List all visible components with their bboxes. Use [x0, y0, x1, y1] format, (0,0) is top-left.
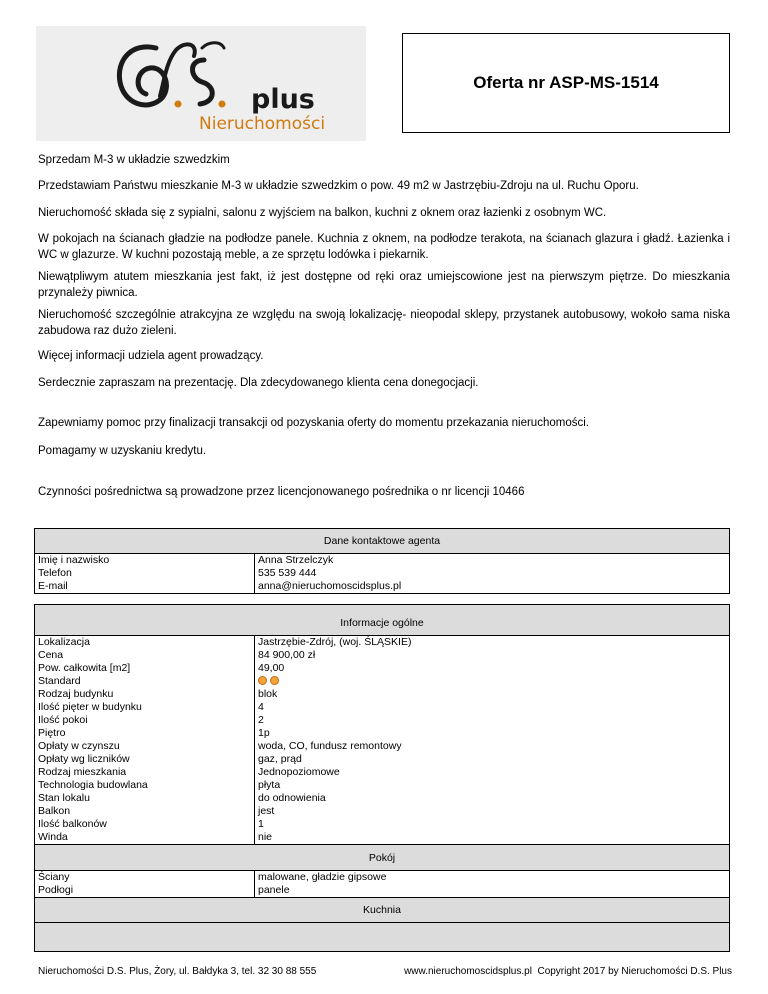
logo-plus-text: plus: [251, 84, 315, 115]
footer-address: Nieruchomości D.S. Plus, Żory, ul. Bałdyka 3, tel. 32 30 88 555: [38, 966, 317, 977]
table-row: [35, 688, 729, 701]
row-label: Pow. całkowita [m2]: [35, 662, 255, 675]
row-value: blok: [255, 688, 729, 701]
agent-contact-table: [34, 528, 730, 594]
paragraph: Przedstawiam Państwu mieszkanie M-3 w układzie szwedzkim o pow. 49 m2 w Jastrzębiu-Zdroju na ul. Ruchu Oporu.: [38, 180, 639, 192]
table-row: [35, 884, 729, 897]
table-row: [35, 727, 729, 740]
row-label: Balkon: [35, 805, 255, 818]
row-label: Technologia budowlana: [35, 779, 255, 792]
row-label: Rodzaj budynku: [35, 688, 255, 701]
paragraph: Zapewniamy pomoc przy finalizacji transakcji od pozyskania oferty do momentu przekazania nieruchomości.: [38, 417, 589, 429]
license-note: Czynności pośrednictwa są prowadzone przez licencjonowanego pośrednika o nr licencji 10466: [38, 486, 525, 498]
table-row: [35, 818, 729, 831]
standard-star-icon: [270, 676, 279, 685]
table-row: [35, 753, 729, 766]
row-label: E-mail: [35, 580, 255, 593]
row-value: jest: [255, 805, 729, 818]
row-label: Ilość balkonów: [35, 818, 255, 831]
logo-subtitle: Nieruchomości: [199, 114, 326, 134]
row-value: 49,00: [255, 662, 729, 675]
standard-star-icon: [258, 676, 267, 685]
paragraph: Więcej informacji udziela agent prowadzący.: [38, 350, 264, 362]
row-label: Imię i nazwisko: [35, 554, 255, 567]
paragraph: W pokojach na ścianach gładzie na podłodze panele. Kuchnia z oknem, na podłodze terakota, na ścianach glazura i gładź. Łazienka i WC w glazurze. W kuchni pozostają meble, a ze sprzętu lodówka i piekarnik.: [38, 233, 730, 261]
row-label: Opłaty w czynszu: [35, 740, 255, 753]
table-row: [35, 805, 729, 818]
table-row: [35, 779, 729, 792]
table-row: [35, 675, 729, 688]
row-label: Ilość pokoi: [35, 714, 255, 727]
table-row: [35, 714, 729, 727]
table-row: [35, 740, 729, 753]
company-logo: [36, 26, 366, 141]
kitchen-heading: Kuchnia: [35, 897, 729, 923]
offer-number-box: [402, 33, 730, 133]
row-value: 2: [255, 714, 729, 727]
room-heading: Pokój: [35, 844, 729, 871]
row-value: gaz, prąd: [255, 753, 729, 766]
row-value: Jastrzębie-Zdrój, (woj. ŚLĄSKIE): [255, 636, 729, 649]
row-label: Stan lokalu: [35, 792, 255, 805]
row-label: Opłaty wg liczników: [35, 753, 255, 766]
row-value: panele: [255, 884, 729, 897]
row-value: płyta: [255, 779, 729, 792]
paragraph: Serdecznie zapraszam na prezentację. Dla zdecydowanego klienta cena donegocjacji.: [38, 377, 479, 389]
row-value: 1p: [255, 727, 729, 740]
paragraph: Nieruchomość składa się z sypialni, salonu z wyjściem na balkon, kuchni z oknem oraz łazienki z osobnym WC.: [38, 207, 607, 219]
paragraph-heading: Sprzedam M-3 w układzie szwedzkim: [38, 154, 230, 166]
table-row: [35, 567, 729, 580]
offer-title: Oferta nr ASP-MS-1514: [473, 73, 659, 92]
row-value: nie: [255, 831, 729, 844]
row-label: Podłogi: [35, 884, 255, 897]
table-row: [35, 871, 729, 884]
paragraph: Pomagamy w uzyskaniu kredytu.: [38, 445, 207, 457]
table-row: [35, 766, 729, 779]
section-spacer: [35, 923, 729, 951]
row-value: do odnowienia: [255, 792, 729, 805]
row-label: Cena: [35, 649, 255, 662]
agent-email[interactable]: anna@nieruchomoscidsplus.pl: [255, 580, 729, 593]
table-row: [35, 792, 729, 805]
agent-name: Anna Strzelczyk: [255, 554, 729, 567]
row-value: woda, CO, fundusz remontowy: [255, 740, 729, 753]
row-label: Lokalizacja: [35, 636, 255, 649]
table-row: [35, 662, 729, 675]
paragraph: Niewątpliwym atutem mieszkania jest fakt, iż jest dostępne od ręki oraz umiejscowione jest na pierwszym piętrze. Do mieszkania przynależy piwnica.: [38, 271, 730, 299]
row-label: Telefon: [35, 567, 255, 580]
agent-phone: 535 539 444: [255, 567, 729, 580]
row-label: Ilość pięter w budynku: [35, 701, 255, 714]
row-label: Ściany: [35, 871, 255, 884]
row-value: 1: [255, 818, 729, 831]
row-value: malowane, gładzie gipsowe: [255, 871, 729, 884]
general-info-table: [34, 604, 730, 952]
agent-contact-heading: Dane kontaktowe agenta: [35, 529, 729, 554]
row-label: Piętro: [35, 727, 255, 740]
table-row: [35, 701, 729, 714]
table-row: [35, 580, 729, 593]
row-value: 84 900,00 zł: [255, 649, 729, 662]
paragraph: Nieruchomość szczególnie atrakcyjna ze względu na swoją lokalizację- nieopodal sklepy, przystanek autobusowy, wokoło sama niska zabudowa raz dużo zieleni.: [38, 309, 730, 337]
standard-rating: [255, 675, 729, 688]
row-label: Standard: [35, 675, 255, 688]
general-info-heading: Informacje ogólne: [35, 611, 729, 636]
row-value: 4: [255, 701, 729, 714]
table-row: [35, 636, 729, 649]
table-row: [35, 649, 729, 662]
row-label: Rodzaj mieszkania: [35, 766, 255, 779]
row-label: Winda: [35, 831, 255, 844]
table-row: [35, 554, 729, 567]
table-row: [35, 831, 729, 844]
footer-copyright: www.nieruchomoscidsplus.pl Copyright 2017 by Nieruchomości D.S. Plus: [404, 966, 732, 977]
row-value: Jednopoziomowe: [255, 766, 729, 779]
